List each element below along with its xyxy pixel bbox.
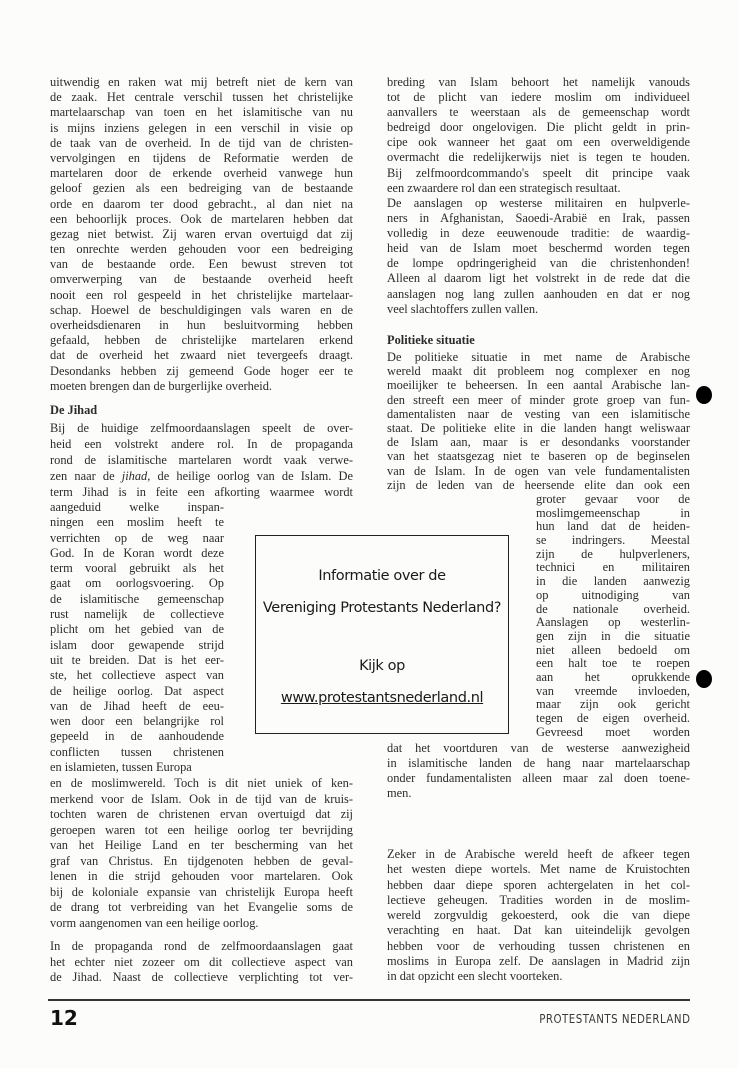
left-paragraph-jihad xyxy=(50,420,353,500)
text-line: moslimgemeenschap in xyxy=(536,505,690,520)
text-line: ningen een moslim heeft te xyxy=(50,515,224,530)
text-line: tegen de eigen overheid. xyxy=(536,711,690,725)
text-line: in islamitische landen de hang naar martelaarschap xyxy=(387,756,690,770)
text-line: van de Islam. In de ogen van vele fundamentalisten xyxy=(387,463,690,478)
text-line: graf van Christus. En tijdgenoten hebben de geval- xyxy=(50,853,353,868)
text-line: Gevreesd moet worden xyxy=(536,724,690,739)
text-line: cipe ook wanneer het gaat om een overweldigende xyxy=(387,135,690,150)
text-line: God. In de Koran wordt deze xyxy=(50,545,224,560)
text-line: uitwendig en raken wat mij betreft niet de kern van xyxy=(50,75,353,89)
text-line: maar zijn ook gericht xyxy=(536,697,690,712)
text-line: de taak van de overheid. In de tijd van de christen- xyxy=(50,135,353,150)
text-line: verachting en haat. Dat kan uiteindelijk gevolgen xyxy=(387,923,690,938)
text-line: Aanslagen op westerlin- xyxy=(536,615,690,630)
text-line: merkend voor de Islam. Ook in de tijd van de kruis- xyxy=(50,791,353,806)
text-line: zijn de hulpverleners, xyxy=(536,546,690,561)
text-line: aangeduid welke inspan- xyxy=(50,500,224,514)
text-line: geloof gezien als een bedreiging van de bestaande xyxy=(50,181,353,196)
text-line: niet alleen bedoeld om xyxy=(536,642,690,657)
promo-line-2: Vereniging Protestants Nederland? xyxy=(262,600,502,616)
text-line: term Jihad is in feite een afkorting waarmee wordt xyxy=(50,485,353,499)
text-line: lenen in die strijd gehouden voor martelaren. Ook xyxy=(50,869,353,883)
text-line: overheidsdienaren in hun besluitvorming hebben xyxy=(50,318,353,332)
text-line: martelaarschap van toen en het islamitische van nu xyxy=(50,105,353,120)
text-line: de drang tot verbreiding van het Evangelie soms de xyxy=(50,900,353,914)
text-line: op uitnodiging van xyxy=(536,587,690,602)
text-segment: , de heilige oorlog van de Islam. De xyxy=(147,469,353,483)
text-line: Bij de huidige zelfmoordaanslagen speelt de over- xyxy=(50,421,353,435)
left-paragraph-jihad-narrow xyxy=(50,500,224,775)
text-line: de islamitische gemeenschap xyxy=(50,591,224,606)
text-line: staat. De politieke elite in die landen hangt weliswaar xyxy=(387,420,690,435)
text-line: martelaren door de erkende overheid vanwege hun xyxy=(50,166,353,181)
text-line: de heilige oorlog. Dat aspect xyxy=(50,683,224,698)
text-line: damentalisten naar de vesting van een islamitische xyxy=(387,406,690,421)
text-line xyxy=(50,468,353,484)
text-line: gezag niet betwist. Zij waren ervan overtuigd dat zij xyxy=(50,226,353,241)
text-line: gen zijn in die situatie xyxy=(536,628,690,643)
text-line: moslims in Europa zelf. De aanslagen in Madrid zijn xyxy=(387,954,690,969)
text-line: ste, het collectieve aspect van xyxy=(50,668,224,683)
text-line: gaat om oorlogsvoering. Op xyxy=(50,576,224,591)
text-line: van het staatsgezag niet te baseren op de beginselen xyxy=(387,449,690,464)
heading-politieke-situatie: Politieke situatie xyxy=(387,333,475,347)
text-line: omverwerping van de bestaande overheid heeft xyxy=(50,272,353,287)
right-paragraph-1 xyxy=(387,75,690,196)
text-line: het westen diepe wortels. Met name de Kruistochten xyxy=(387,862,690,877)
text-line: Alleen al daarom ligt het volstrekt in de rede dat die xyxy=(387,271,690,286)
text-line: hebben voor de verhouding tussen christenen en xyxy=(387,938,690,953)
text-line: de Islam aan, maar is er desondanks voorstander xyxy=(387,435,690,450)
text-line: orde en daarom ter dood gebracht., al dan niet na xyxy=(50,196,353,211)
footer-rule-right xyxy=(370,999,690,1001)
right-paragraph-politiek-narrow xyxy=(536,493,690,739)
text-line: breding van Islam behoort het namelijk vanouds xyxy=(387,75,690,89)
text-line: heid van de Islam moet beschermd worden tegen xyxy=(387,241,690,256)
text-line: van vreemde invloeden, xyxy=(536,683,690,698)
text-line: lectieve geheugen. Tradities worden in de moslim- xyxy=(387,892,690,907)
right-paragraph-zeker xyxy=(387,847,690,985)
text-line: men. xyxy=(387,786,412,800)
text-line: onder fundamentalisten alleen maar zal doen toene- xyxy=(387,771,690,785)
left-paragraph-jihad-continued xyxy=(50,776,353,931)
text-line: de nationale overheid. xyxy=(536,601,690,616)
text-line: ten onrechte werden gehouden voor een bedreiging xyxy=(50,242,353,257)
text-segment: zen naar de xyxy=(50,469,122,483)
text-line: geroepen waren tot een heilige oorlog ter bevrijding xyxy=(50,822,353,837)
text-line: Desondanks hebben zij gemeend Gode hoger eer te xyxy=(50,363,353,378)
text-line: rond de islamitische martelaren wordt vaak verwe- xyxy=(50,453,353,467)
text-line: een zwaardere rol dan een strategisch resultaat. xyxy=(387,180,621,195)
text-line: islam door gewapende strijd xyxy=(50,637,224,652)
text-line: gefaald, hebben de christelijke martelaren erkend xyxy=(50,333,353,348)
text-line: overmacht die redelijkerwijs niet is tegen te houden. xyxy=(387,150,690,165)
text-line: een behoorlijk proces. Ook de martelaren hebben dat xyxy=(50,211,353,226)
text-line: en de moslimwereld. Toch is dit niet uniek of ken- xyxy=(50,776,353,790)
text-line: van het Heilige Land en ter bescherming van het xyxy=(50,838,353,852)
text-line: conflicten tussen christenen xyxy=(50,744,224,759)
text-line: ners in Afghanistan, Saoedi-Arabië en Irak, passen xyxy=(387,211,690,226)
text-line: In de propaganda rond de zelfmoordaanslagen gaat xyxy=(50,939,353,953)
text-line: moeilijker te beheersen. In een aantal Arabische lan- xyxy=(387,378,690,393)
text-line: plicht om het gebied van de xyxy=(50,622,224,637)
left-paragraph-1 xyxy=(50,75,353,394)
text-line: volledig in deze eeuwenoude traditie: de waardig- xyxy=(387,226,690,241)
text-line: in die landen aanwezig xyxy=(536,574,690,589)
right-paragraph-politiek xyxy=(387,350,690,492)
text-line: schap. Hoewel de beschuldigingen vals waren en de xyxy=(50,302,353,317)
text-line: verrichten op de weg naar xyxy=(50,530,224,545)
text-line: vorm aangenomen van een heilige oorlog. xyxy=(50,915,259,930)
text-line: de Jihad. Naast de collectieve verplichting tot ver- xyxy=(50,970,353,984)
text-line: aanvallers te weerstaan als de gemeenschap wordt xyxy=(387,105,690,120)
magazine-name: PROTESTANTS NEDERLAND xyxy=(538,1011,690,1026)
text-line: de lompe opdringerigheid van die christenhonden! xyxy=(387,256,690,271)
text-line: is mijns inziens gelegen in een verschil in visie op xyxy=(50,120,353,135)
text-line: Bij zelfmoordcommando's speelt dit principe vaak xyxy=(387,165,690,180)
text-line: se indringers. Meestal xyxy=(536,533,690,548)
text-line: De politieke situatie in met name de Arabische xyxy=(387,350,690,364)
text-line: wereld maakt dit probleem nog complexer en nog xyxy=(387,364,690,379)
text-line: dat de overheid het zwaard niet tevergeefs draagt. xyxy=(50,348,353,363)
italic-term: jihad xyxy=(121,469,148,483)
text-line: term vooral gebruikt als het xyxy=(50,561,224,576)
text-line: tot de plicht van iedere moslim om individueel xyxy=(387,90,690,105)
footer-rule-left xyxy=(48,999,370,1001)
text-line: in dat opzicht een slecht voorteken. xyxy=(387,969,563,984)
text-line: Zeker in de Arabische wereld heeft de afkeer tegen xyxy=(387,847,690,861)
text-line: zijn de leden van de heersende elite dan ook een xyxy=(387,477,690,492)
promo-box xyxy=(255,535,509,734)
text-line: de zaak. Het centrale verschil tussen het christelijke xyxy=(50,90,353,105)
text-line: wereld zorgvuldig gekoesterd, ook die van diepe xyxy=(387,908,690,923)
text-line: aanslagen nog lang zullen aanhouden en dat er nog xyxy=(387,286,690,301)
text-line: bedreigd door ongelovigen. Die plicht geldt in prin- xyxy=(387,120,690,135)
text-line: bij de koloniale expansie van christelijk Europa heeft xyxy=(50,884,353,899)
promo-line-3: Kijk op xyxy=(359,658,405,674)
text-line: tochten waren de christenen ervan overtuigd dat zij xyxy=(50,807,353,821)
text-line: hun land dat de heiden- xyxy=(536,519,690,534)
text-line: gepeeld in de aanhoudende xyxy=(50,729,224,744)
right-paragraph-politiek-continued xyxy=(387,741,690,801)
text-line: hebben daar diepe sporen achtergelaten in het col- xyxy=(387,877,690,892)
promo-line-1: Informatie over de xyxy=(318,568,446,584)
heading-de-jihad: De Jihad xyxy=(50,403,98,417)
text-line: het echter niet zozeer om dit collectieve aspect van xyxy=(50,954,353,969)
text-line: den streeft een meer of minder grote groep van fun- xyxy=(387,392,690,407)
punch-hole-top xyxy=(696,386,712,404)
text-line: heid een volstrekt andere rol. In de propaganda xyxy=(50,437,353,451)
left-paragraph-propaganda xyxy=(50,939,353,986)
text-line: van de Jihad heeft de eeu- xyxy=(50,698,224,713)
text-line: van de bestaande orde. Een bewust streven tot xyxy=(50,257,353,272)
text-line: nooit een rol gespeeld in het christelijke martelaar- xyxy=(50,287,353,302)
text-line: wen door een belangrijke rol xyxy=(50,714,224,729)
text-line: technici en militairen xyxy=(536,560,690,575)
text-line: veel slachtoffers zullen vallen. xyxy=(387,301,539,316)
right-paragraph-aanslagen xyxy=(387,196,690,317)
page-number: 12 xyxy=(50,1006,78,1030)
text-line: De aanslagen op westerse militairen en hulpverle- xyxy=(387,196,690,210)
punch-hole-bottom xyxy=(696,670,712,688)
text-line: een halt toe te roepen xyxy=(536,656,690,671)
text-line: moeten brengen dan de burgerlijke overheid. xyxy=(50,378,273,393)
text-line: rust namelijk de collectieve xyxy=(50,607,224,622)
text-line: vervolgingen en tijdens de Reformatie werden de xyxy=(50,150,353,165)
text-line: uit te breiden. Dat is het eer- xyxy=(50,652,224,667)
promo-website-link[interactable]: www.protestantsnederland.nl xyxy=(280,690,484,706)
text-line: groter gevaar voor de xyxy=(536,492,690,506)
text-line: aan het oprukkende xyxy=(536,669,690,684)
text-line: dat het voortduren van de westerse aanwezigheid xyxy=(387,741,690,755)
text-line: en islamieten, tussen Europa xyxy=(50,760,192,775)
